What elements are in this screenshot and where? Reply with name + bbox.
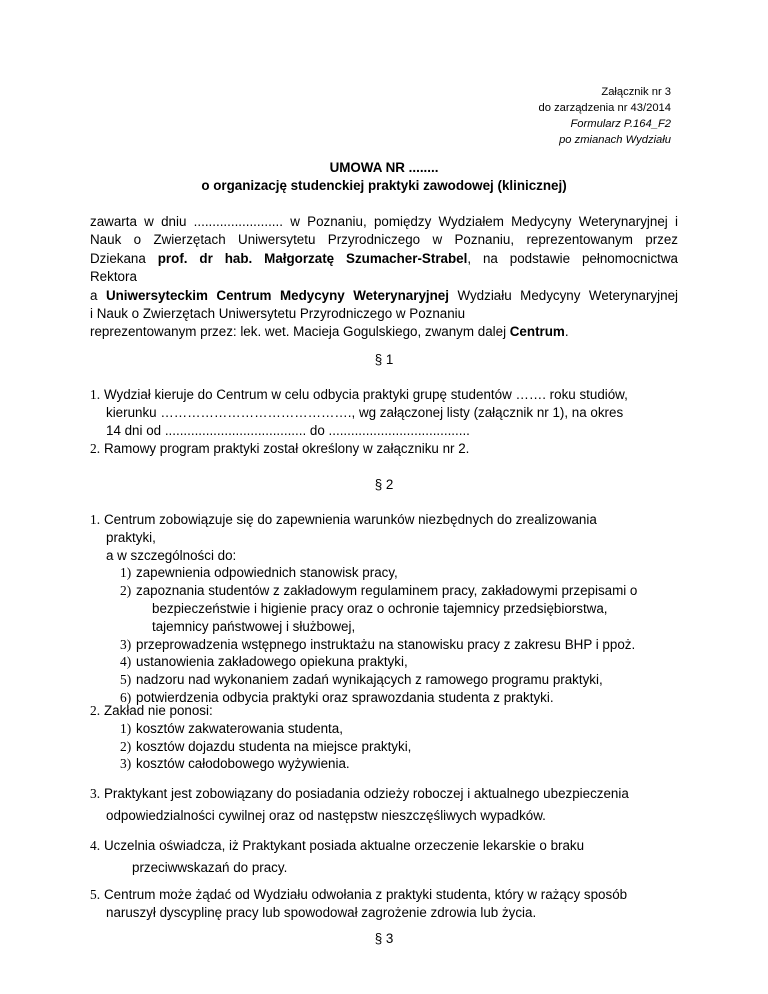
p2-item-4-line-2: przeciwwskazań do pracy. — [132, 860, 288, 875]
p2-sub2-2 — [90, 738, 680, 756]
intro-line-1: zawarta w dniu ........................ w Poznaniu, pomiędzy Wydziałem Medycyny Weterynaryjnej i — [90, 214, 678, 229]
p2-item-1-line-3: a w szczególności do: — [106, 547, 237, 563]
header-line-3: Formularz P.164_F2 — [570, 118, 671, 130]
p2-item-2 — [90, 702, 680, 773]
p2-item-4 — [90, 835, 680, 879]
p2-item-1-num: 1. — [90, 512, 101, 527]
p2-item-5 — [90, 886, 680, 922]
intro-l5c: Wydziału Medycyny Weterynaryjnej — [448, 287, 678, 303]
p1-item-1-line-3: 14 dni od ...................................... do ...................................... — [106, 422, 470, 438]
attachment-header — [539, 84, 671, 148]
p2-sub-5 — [90, 671, 680, 689]
p2-sub-1-text: zapewnienia odpowiednich stanowisk pracy, — [136, 565, 398, 581]
header-line-4: po zmianach Wydziału — [559, 134, 671, 146]
p2-item-5-num: 5. — [90, 887, 101, 902]
p2-item-3-line-2: odpowiedzialności cywilnej oraz od następstw nieszczęśliwych wypadków. — [106, 808, 546, 823]
p2-item-3-num: 3. — [90, 786, 101, 801]
p2-sub-6-text: potwierdzenia odbycia praktyki oraz sprawozdania studenta z praktyki. — [136, 689, 554, 705]
p1-item-1 — [90, 386, 680, 439]
p2-item-2-num: 2. — [90, 703, 101, 718]
p2-sub2-3-text: kosztów całodobowego wyżywienia. — [136, 756, 350, 772]
p1-item-2 — [90, 440, 680, 458]
centre-name: Uniwersyteckim Centrum Medycyny Weterynaryjnej — [105, 287, 449, 303]
intro-l5a: a — [90, 287, 106, 303]
p2-sub-4-num: 4) — [120, 654, 132, 670]
dean-name: prof. dr hab. Małgorzatę Szumacher-Strabel — [157, 250, 468, 266]
p2-sub2-2-num: 2) — [120, 738, 132, 754]
intro-line-2: Nauk o Zwierzętach Uniwersytetu Przyrodniczego w Poznaniu, reprezentowanym przez — [90, 232, 678, 248]
p2-item-1-line-1: Centrum zobowiązuje się do zapewnienia warunków niezbędnych do zrealizowania — [104, 512, 597, 527]
intro-line-5 — [90, 287, 678, 305]
p1-item-1-line-1: Wydział kieruje do Centrum w celu odbycia praktyki grupę studentów ……. roku studiów, — [104, 387, 628, 402]
p1-item-2-num: 2. — [90, 441, 101, 456]
document-title: UMOWA NR ........ — [329, 160, 439, 175]
p2-sub-2-text-2: bezpieczeństwie i higienie pracy oraz o ochronie tajemnicy przedsiębiorstwa, — [152, 600, 608, 616]
p2-item-3 — [90, 783, 680, 827]
p2-sub-3-text: przeprowadzenia wstępnego instruktażu na stanowisku pracy z zakresu BHP i ppoż. — [136, 636, 636, 652]
intro-l3a: Dziekana — [90, 250, 158, 266]
p2-item-1 — [90, 511, 680, 707]
intro-line-7 — [90, 323, 678, 341]
p2-sub-1 — [90, 564, 680, 582]
p2-item-5-line-2: naruszył dyscyplinę pracy lub spowodował zagrożenie zdrowia lub życia. — [106, 905, 537, 920]
p2-sub2-1 — [90, 720, 680, 738]
p2-sub-3-num: 3) — [120, 636, 132, 652]
p2-sub-5-text: nadzoru nad wykonaniem zadań wynikających z ramowego programu praktyki, — [136, 672, 603, 688]
header-line-2: do zarządzenia nr 43/2014 — [538, 102, 671, 114]
p2-sub-3 — [90, 636, 680, 654]
p2-sub2-2-text: kosztów dojazdu studenta na miejsce praktyki, — [136, 738, 412, 754]
section-3-heading: § 3 — [374, 931, 394, 946]
intro-l7a: reprezentowanym przez: lek. wet. Macieja Gogulskiego, zwanym dalej — [90, 324, 510, 340]
p2-sub-2-num: 2) — [120, 583, 132, 599]
p1-item-2-line-1: Ramowy program praktyki został określony w załączniku nr 2. — [104, 441, 470, 456]
p1-item-1-num: 1. — [90, 387, 101, 402]
p2-item-1-line-2: praktyki, — [106, 529, 156, 545]
p2-sub2-1-text: kosztów zakwaterowania studenta, — [136, 720, 343, 736]
p2-sub2-3 — [90, 755, 680, 773]
intro-line-6: i Nauk o Zwierzętach Uniwersytetu Przyrodniczego w Poznaniu — [90, 306, 466, 322]
p2-item-4-line-1: Uczelnia oświadcza, iż Praktykant posiada aktualne orzeczenie lekarskie o braku — [104, 838, 585, 853]
p2-sub-2 — [90, 582, 680, 635]
p2-item-4-num: 4. — [90, 838, 101, 853]
header-line-1: Załącznik nr 3 — [601, 86, 671, 98]
intro-l7c: . — [564, 324, 569, 340]
p2-sub2-1-num: 1) — [120, 720, 132, 736]
p2-sub-4-text: ustanowienia zakładowego opiekuna praktyki, — [136, 654, 408, 670]
p1-item-1-line-2: kierunku ……………………………………., wg załączonej listy (załącznik nr 1), na okres — [106, 404, 624, 420]
p2-sub-4 — [90, 653, 680, 671]
document-subtitle: o organizację studenckiej praktyki zawodowej (klinicznej) — [201, 178, 567, 193]
p2-sub-2-text: zapoznania studentów z zakładowym regulaminem pracy, zakładowymi przepisami o — [136, 583, 638, 599]
p2-sub-1-num: 1) — [120, 565, 132, 581]
p2-item-2-line-1: Zakład nie ponosi: — [104, 703, 213, 718]
p2-sub-5-num: 5) — [120, 672, 132, 688]
centre-short: Centrum — [509, 324, 565, 340]
section-2-heading: § 2 — [374, 477, 394, 492]
intro-l3c: , na podstawie pełnomocnictwa — [467, 250, 679, 266]
intro-paragraph — [90, 213, 678, 342]
p2-sub-2-text-3: tajemnicy państwowej i służbowej, — [152, 618, 356, 634]
p2-sub-6-num: 6) — [120, 689, 132, 705]
p2-item-3-line-1: Praktykant jest zobowiązany do posiadania odzieży roboczej i aktualnego ubezpieczenia — [104, 786, 629, 801]
intro-line-4: Rektora — [90, 269, 137, 285]
intro-line-3 — [90, 250, 678, 268]
section-1-heading: § 1 — [374, 352, 394, 367]
p2-sub2-3-num: 3) — [120, 756, 132, 772]
p2-item-5-line-1: Centrum może żądać od Wydziału odwołania z praktyki studenta, który w rażący sposób — [104, 887, 628, 902]
